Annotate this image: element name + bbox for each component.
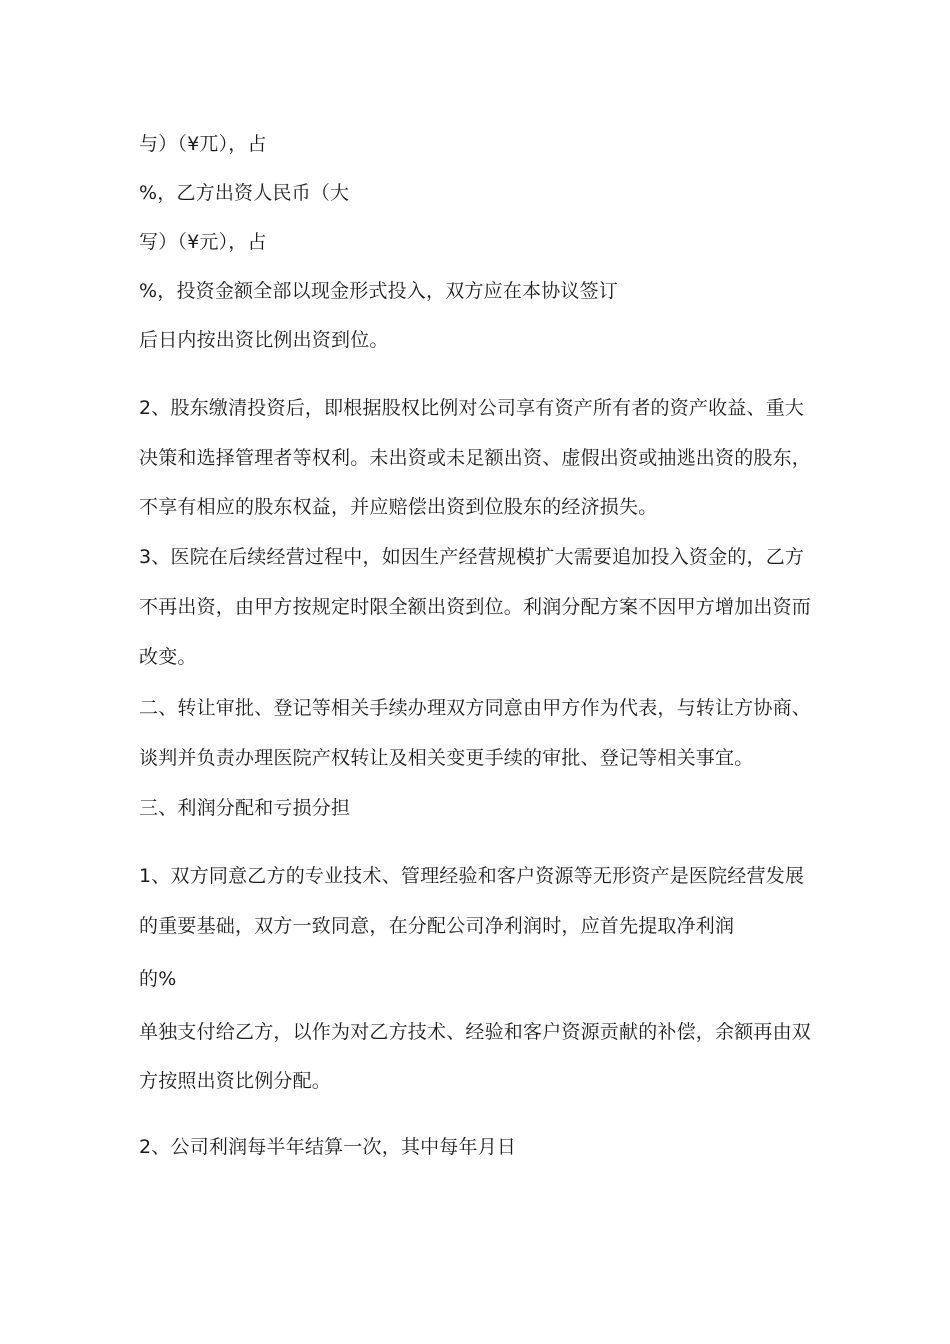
text-line: %，乙方出资人民币（大 [139,182,350,204]
section-three-paragraph-1-line: 方按照出资比例分配。 [139,1070,332,1092]
paragraph-2-line: 2、股东缴清投资后，即根据股权比例对公司享有资产所有者的资产收益、重大 [139,397,805,419]
section-three-paragraph-1-line: 1、双方同意乙方的专业技术、管理经验和客户资源等无形资产是医院经营发展 [139,865,805,887]
paragraph-3-line: 不再出资，由甲方按规定时限全额出资到位。利润分配方案不因甲方增加出资而 [139,596,812,618]
text-line: 后日内按出资比例出资到位。 [139,329,389,351]
section-two-line: 谈判并负责办理医院产权转让及相关变更手续的审批、登记等相关事宜。 [139,747,754,769]
paragraph-2-line: 决策和选择管理者等权利。未出资或未足额出资、虚假出资或抽逃出资的股东， [139,447,812,469]
text-line: %，投资金额全部以现金形式投入，双方应在本协议签订 [139,280,619,302]
text-line: 与）（¥兀），占 [139,133,267,155]
section-two-heading: 二、转让审批、登记等相关手续办理双方同意由甲方作为代表，与转让方协商、 [139,697,812,719]
text-line: 写）（¥元），占 [139,231,267,253]
paragraph-3-line: 改变。 [139,646,197,668]
paragraph-2-line: 不享有相应的股东权益，并应赔偿出资到位股东的经济损失。 [139,496,658,518]
section-three-paragraph-1-line: 单独支付给乙方，以作为对乙方技术、经验和客户资源贡献的补偿，余额再由双 [139,1021,812,1043]
section-three-heading: 三、利润分配和亏损分担 [139,797,351,819]
section-three-paragraph-2-line: 2、公司利润每半年结算一次，其中每年月日 [139,1136,517,1158]
section-three-paragraph-1-line: 的重要基础，双方一致同意，在分配公司净利润时，应首先提取净利润 [139,915,735,937]
section-three-paragraph-1-line: 的% [139,968,177,990]
paragraph-3-line: 3、医院在后续经营过程中，如因生产经营规模扩大需要追加投入资金的，乙方 [139,546,805,568]
